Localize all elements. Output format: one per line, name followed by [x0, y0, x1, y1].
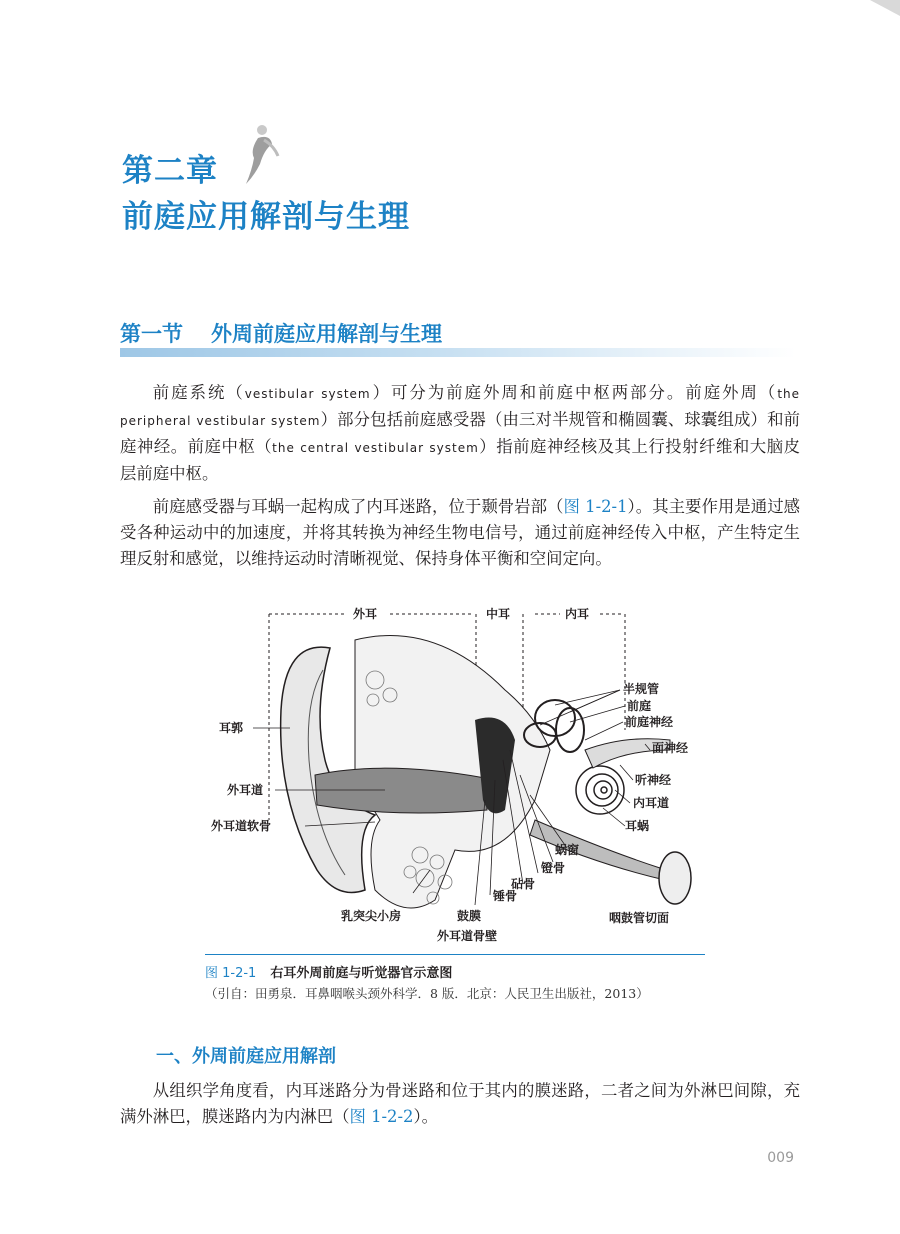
- text-run: ）部分包括前庭感受器（由三对半规管和椭圆囊、球囊组成）和前庭神经。前庭中枢（: [120, 410, 801, 456]
- english-term: the peripheral vestibular system: [120, 387, 801, 428]
- label-eustachian-section: 咽鼓管切面: [609, 911, 670, 925]
- corner-mark: [870, 0, 900, 16]
- label-canal-bony-wall: 外耳道骨壁: [437, 929, 498, 943]
- label-auditory-nerve: 听神经: [635, 773, 672, 787]
- section-heading: [120, 318, 442, 348]
- section-divider: [120, 348, 796, 357]
- label-semicircular-canals: 半规管: [623, 682, 660, 696]
- cochlea-shape: [576, 766, 624, 814]
- ear-anatomy-figure: [205, 600, 710, 950]
- label-vestibule: 前庭: [627, 699, 652, 713]
- text-run: ）可分为前庭外周和前庭中枢两部分。前庭外周（: [370, 383, 778, 402]
- region-middle-ear: 中耳: [486, 607, 511, 621]
- paragraph-1: [120, 380, 800, 487]
- label-auricle: 耳郭: [219, 721, 244, 735]
- label-internal-canal: 内耳道: [633, 796, 670, 810]
- figure-title: 右耳外周前庭与听觉器官示意图: [270, 966, 453, 981]
- chapter-title: [122, 148, 410, 240]
- figure-reference-link[interactable]: 图 1-2-1: [563, 497, 628, 516]
- english-term: vestibular system: [244, 387, 371, 401]
- ear-canal-shape: [315, 768, 487, 813]
- chapter-number: 第二章: [122, 153, 218, 189]
- figure-reference-link[interactable]: 图 1-2-2: [349, 1107, 414, 1126]
- text-run: ）。: [413, 1107, 439, 1126]
- label-incus: 砧骨: [511, 877, 536, 891]
- text-run: 从组织学角度看，内耳迷路分为骨迷路和位于其内的膜迷路，二者之间为外淋巴间隙，充满外淋巴，膜迷路内为内淋巴（: [120, 1081, 800, 1126]
- figure-source: （引自：田勇泉．耳鼻咽喉头颈外科学．8 版．北京：人民卫生出版社，2013）: [205, 986, 649, 1001]
- caption-divider: [205, 954, 705, 955]
- chapter-name: 前庭应用解剖与生理: [122, 199, 410, 235]
- paragraph-2: [120, 494, 800, 572]
- label-vestibular-nerve: 前庭神经: [625, 715, 674, 729]
- text-run: 前庭系统（: [152, 383, 245, 402]
- paragraph-3: [120, 1078, 800, 1130]
- region-inner-ear: 内耳: [565, 607, 590, 621]
- figure-number: 图 1-2-1: [205, 966, 257, 981]
- label-ear-canal: 外耳道: [227, 783, 264, 797]
- text-run: 前庭感受器与耳蜗一起构成了内耳迷路，位于颞骨岩部（: [152, 497, 564, 516]
- label-canal-cartilage: 外耳道软骨: [211, 819, 272, 833]
- label-mastoid-cells: 乳突尖小房: [341, 909, 402, 923]
- label-round-window: 蜗窗: [555, 843, 580, 857]
- region-outer-ear: 外耳: [353, 607, 378, 621]
- figure-caption: [205, 962, 452, 981]
- section-title: 外周前庭应用解剖与生理: [211, 322, 442, 346]
- label-eardrum: 鼓膜: [457, 909, 482, 923]
- label-stapes: 镫骨: [541, 861, 566, 875]
- label-malleus: 锤骨: [493, 889, 518, 903]
- label-facial-nerve: 面神经: [652, 741, 689, 755]
- english-term: the central vestibular system: [272, 441, 479, 455]
- text-run: ）指前庭神经核及其上行投射纤维和大脑皮层前庭中枢。: [120, 437, 801, 483]
- label-cochlea: 耳蜗: [625, 819, 650, 833]
- subsection-heading: 一、外周前庭应用解剖: [156, 1046, 336, 1067]
- page-number: 009: [767, 1150, 794, 1166]
- section-number: 第一节: [120, 322, 183, 346]
- text-run: ）。其主要作用是通过感受各种运动中的加速度，并将其转换为神经生物电信号，通过前庭神经传入中枢，产生特定生理反射和感觉，以维持运动时清晰视觉、保持身体平衡和空间定向。: [120, 497, 801, 568]
